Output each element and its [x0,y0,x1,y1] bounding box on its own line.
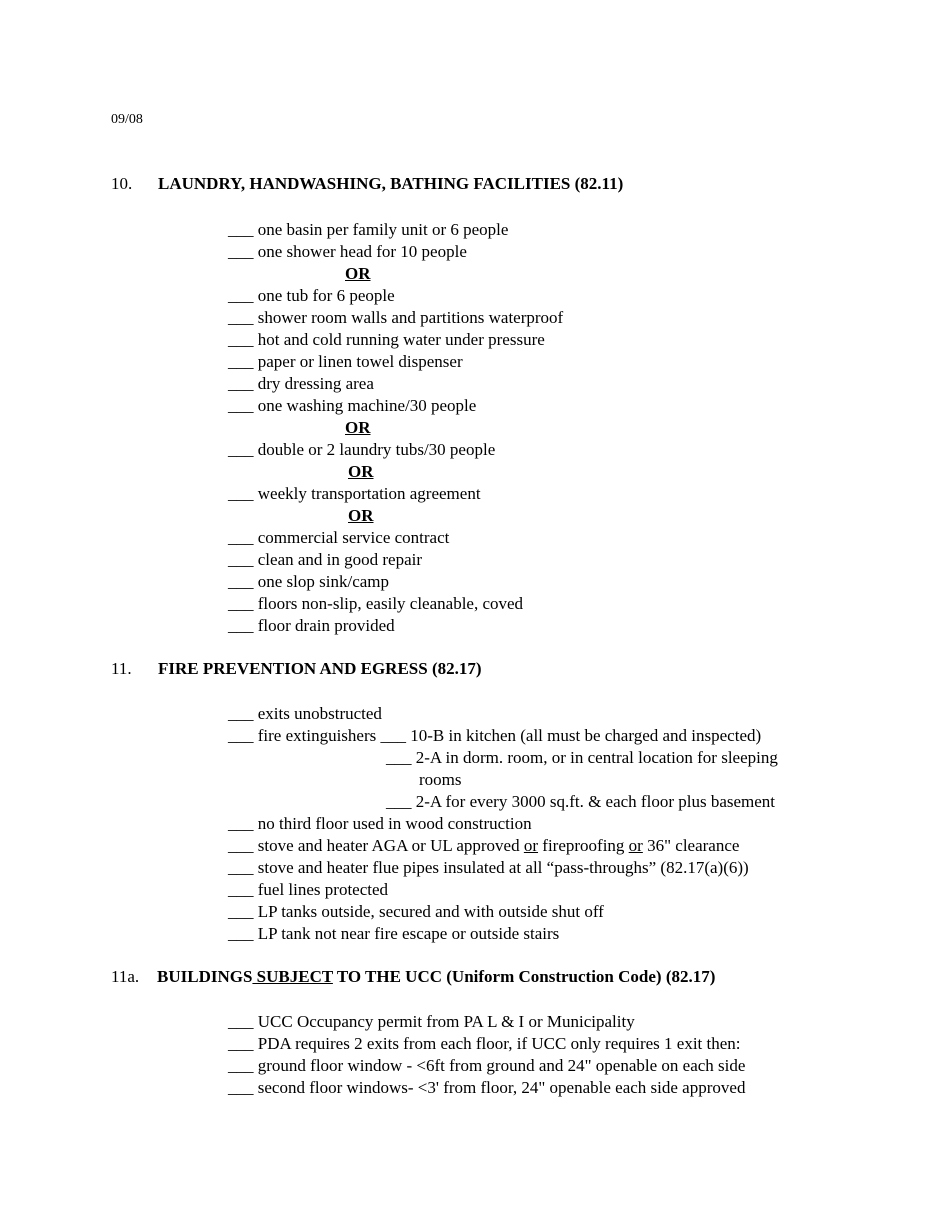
checklist-item: ___ UCC Occupancy permit from PA L & I or Municipality [228,1012,635,1031]
checklist-item: ___ stove and heater flue pipes insulated at all “pass-throughs” (82.17(a)(6)) [228,858,749,877]
checklist-item: ___ shower room walls and partitions waterproof [228,308,564,327]
section-number: 11. [111,659,132,678]
checklist-item: ___ one shower head for 10 people [228,242,467,261]
checklist-subitem: ___ 2-A for every 3000 sq.ft. & each floor plus basement [386,792,776,811]
or-separator: OR [345,418,371,437]
document-date: 09/08 [111,112,143,127]
section-11-heading [111,659,482,679]
checklist-item: ___ paper or linen towel dispenser [228,352,463,371]
section-title-underlined: SUBJECT [252,967,333,986]
checklist-subitem-continued: rooms [419,770,462,789]
checklist-item: ___ PDA requires 2 exits from each floor, if UCC only requires 1 exit then: [228,1034,741,1053]
checklist-item: ___ hot and cold running water under pressure [228,330,545,349]
text-run: fireproofing [538,836,629,855]
checklist-item: ___ double or 2 laundry tubs/30 people [228,440,496,459]
checklist-item: ___ one basin per family unit or 6 people [228,220,509,239]
checklist-item: ___ LP tank not near fire escape or outside stairs [228,924,560,943]
or-separator: OR [348,462,374,481]
checklist-subitem: ___ 2-A in dorm. room, or in central location for sleeping [386,748,778,767]
checklist-item: ___ no third floor used in wood construction [228,814,532,833]
section-title-part: TO THE UCC (Uniform Construction Code) (82.17) [332,967,716,986]
or-separator: OR [345,264,371,283]
section-number: 10. [111,174,133,193]
underlined-or: or [523,836,539,855]
checklist-item: ___ one washing machine/30 people [228,396,477,415]
checklist-item: ___ dry dressing area [228,374,374,393]
checklist-item: ___ ground floor window - <6ft from ground and 24" openable on each side [228,1056,746,1075]
checklist-item: ___ weekly transportation agreement [228,484,481,503]
checklist-item: ___ commercial service contract [228,528,450,547]
checklist-item: ___ fire extinguishers ___ 10-B in kitchen (all must be charged and inspected) [228,726,762,745]
checklist-item: ___ exits unobstructed [228,704,382,723]
text-run: 36" clearance [642,836,740,855]
checklist-item: ___ floor drain provided [228,616,395,635]
checklist-item [228,835,739,857]
checklist-item: ___ one slop sink/camp [228,572,390,591]
section-title-part: BUILDINGS [157,967,253,986]
checklist-item: ___ clean and in good repair [228,550,423,569]
checklist-item: ___ one tub for 6 people [228,286,395,305]
checklist-item: ___ LP tanks outside, secured and with outside shut off [228,902,604,921]
text-run: ___ stove and heater AGA or UL approved [228,836,524,855]
section-title: FIRE PREVENTION AND EGRESS (82.17) [158,659,482,678]
checklist-item: ___ fuel lines protected [228,880,389,899]
section-title: LAUNDRY, HANDWASHING, BATHING FACILITIES (82.11) [158,174,624,193]
or-separator: OR [348,506,374,525]
underlined-or: or [628,836,643,855]
checklist-item: ___ floors non-slip, easily cleanable, coved [228,594,524,613]
checklist-item: ___ second floor windows- <3' from floor, 24" openable each side approved [228,1078,746,1097]
section-11a-heading [111,967,715,987]
section-number: 11a. [111,967,140,986]
section-10-heading [111,174,623,194]
